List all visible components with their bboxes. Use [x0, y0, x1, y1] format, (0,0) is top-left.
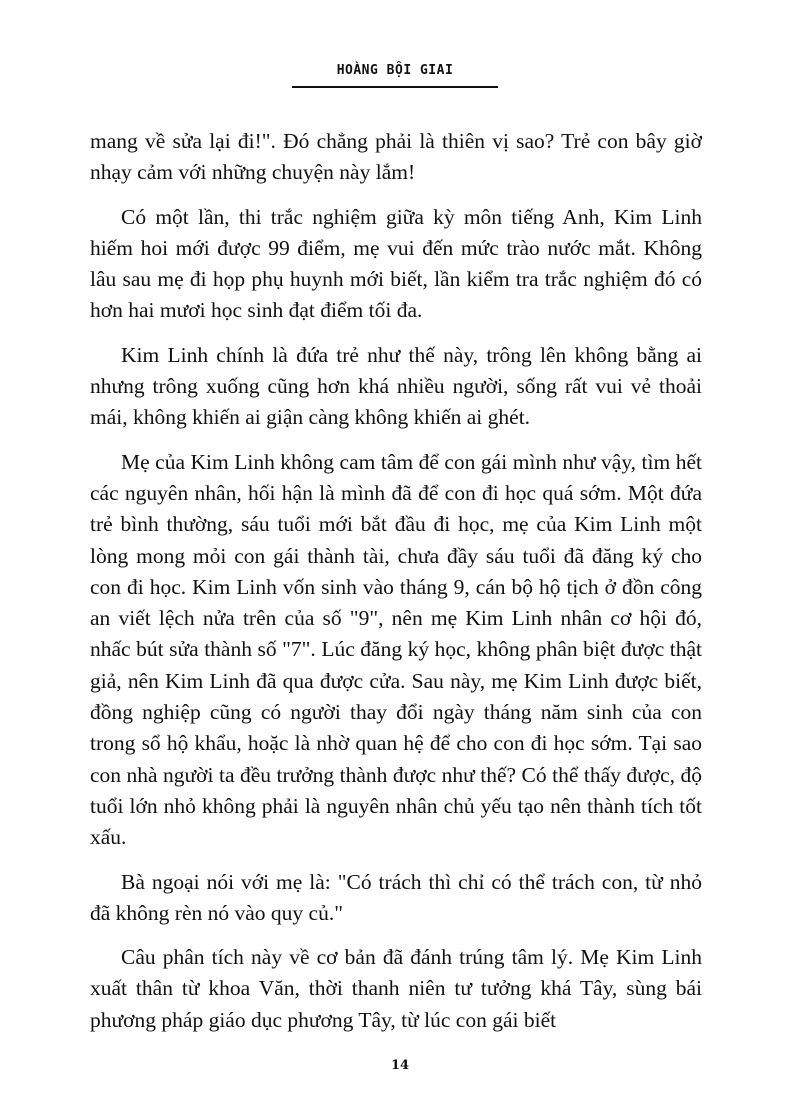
- paragraph: Bà ngoại nói với mẹ là: "Có trách thì chỉ có thể trách con, từ nhỏ đã không rèn nó vào quy củ.": [90, 869, 702, 925]
- paragraph: Câu phân tích này về cơ bản đã đánh trúng tâm lý. Mẹ Kim Linh xuất thân từ khoa Văn, thời thanh niên tư tưởng khá Tây, sùng bái phương pháp giáo dục phương Tây, từ lúc con gái biết: [90, 945, 702, 1032]
- header-rule: [292, 86, 498, 88]
- running-header-title: HOÀNG BỘI GIAI: [336, 63, 454, 78]
- body-text: [90, 126, 702, 1049]
- paragraph: Kim Linh chính là đứa trẻ như thế này, trông lên không bằng ai nhưng trông xuống cũng hơn khá nhiều người, sống rất vui vẻ thoải mái, không khiến ai giận càng không khiến ai ghét.: [90, 342, 702, 430]
- paragraph: mang về sửa lại đi!". Đó chẳng phải là thiên vị sao? Trẻ con bây giờ nhạy cảm với những chuyện này lắm!: [90, 129, 702, 185]
- page-number: 14: [390, 1058, 410, 1073]
- paragraph: Có một lần, thi trắc nghiệm giữa kỳ môn tiếng Anh, Kim Linh hiếm hoi mới được 99 điểm, mẹ vui đến mức trào nước mắt. Không lâu sau mẹ đi họp phụ huynh mới biết, lần kiểm tra trắc nghiệm đó có hơn hai mươi học sinh đạt điểm tối đa.: [90, 204, 702, 323]
- running-header: [292, 62, 498, 88]
- paragraph: Mẹ của Kim Linh không cam tâm để con gái mình như vậy, tìm hết các nguyên nhân, hối hận là mình đã để con đi học quá sớm. Một đứa trẻ bình thường, sáu tuổi mới bắt đầu đi học, mẹ của Kim Linh một lòng mong mỏi con gái thành tài, chưa đầy sáu tuổi đã đăng ký cho con đi học. Kim Linh vốn sinh vào tháng 9, cán bộ hộ tịch ở đồn công an viết lệch nửa trên của số "9", nên mẹ Kim Linh nhân cơ hội đó, nhấc bút sửa thành số "7". Lúc đăng ký học, không phân biệt được thật giả, nên Kim Linh đã qua được cửa. Sau này, mẹ Kim Linh được biết, đồng nghiệp cũng có người thay đổi ngày tháng năm sinh của con trong sổ hộ khẩu, hoặc là nhờ quan hệ để cho con đi học sớm. Tại sao con nhà người ta đều trưởng thành được như thế? Có thể thấy được, độ tuổi lớn nhỏ không phải là nguyên nhân chủ yếu tạo nên thành tích tốt xấu.: [90, 449, 702, 850]
